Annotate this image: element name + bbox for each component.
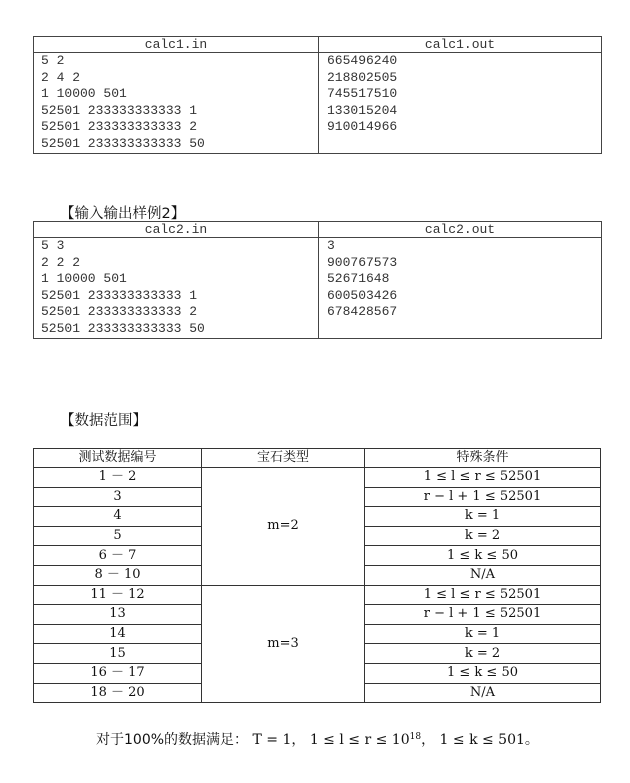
sample2-in-line: 1 10000 501 xyxy=(41,271,127,287)
sample2-table xyxy=(33,221,602,339)
condition-cell: r − l + 1 ≤ 52501 xyxy=(365,487,601,507)
sample2-out-line: 678428567 xyxy=(327,304,398,320)
sample2-in-line: 52501 233333333333 1 xyxy=(41,287,198,303)
test-id-cell: 16 － 17 xyxy=(34,663,202,683)
condition-cell: k = 2 xyxy=(365,526,601,546)
sample2-output-cell xyxy=(319,238,602,339)
test-id-cell: 14 xyxy=(34,624,202,644)
condition-cell: 1 ≤ l ≤ r ≤ 52501 xyxy=(365,468,601,488)
condition-cell: k = 1 xyxy=(365,624,601,644)
footer-prefix: 对于100%的数据满足： xyxy=(96,732,249,748)
sample1-out-header: calc1.out xyxy=(319,37,602,53)
sample2-out-line: 600503426 xyxy=(327,287,398,303)
gem-type-cell: m=2 xyxy=(202,468,365,586)
sample1-output-cell xyxy=(319,53,602,154)
table-row xyxy=(34,585,601,605)
sample2-out-line: 52671648 xyxy=(327,271,390,287)
condition-cell: N/A xyxy=(365,683,601,703)
test-id-cell: 5 xyxy=(34,526,202,546)
sample1-in-line: 52501 233333333333 1 xyxy=(41,102,198,118)
sample2-out-line: 3 xyxy=(327,238,335,253)
sample2-in-line: 52501 233333333333 50 xyxy=(41,320,205,336)
condition-cell: r − l + 1 ≤ 52501 xyxy=(365,605,601,625)
sample1-table xyxy=(33,36,602,154)
gem-type-cell: m=3 xyxy=(202,585,365,703)
data-range-table xyxy=(33,448,601,703)
test-id-cell: 18 － 20 xyxy=(34,683,202,703)
sample2-in-line: 2 2 2 xyxy=(41,254,81,270)
footer-separator: ， xyxy=(421,732,436,748)
footer-range-part: 1 ≤ l ≤ r ≤ 10 xyxy=(309,732,410,748)
sample2-input-cell xyxy=(34,238,319,339)
footer-k-part: 1 ≤ k ≤ 501。 xyxy=(439,732,539,748)
test-id-cell: 6 － 7 xyxy=(34,546,202,566)
constraint-footer xyxy=(96,729,539,749)
sample1-in-line: 5 2 xyxy=(41,53,65,68)
header-special-condition: 特殊条件 xyxy=(365,449,601,468)
test-id-cell: 3 xyxy=(34,487,202,507)
condition-cell: 1 ≤ k ≤ 50 xyxy=(365,546,601,566)
condition-cell: 1 ≤ k ≤ 50 xyxy=(365,663,601,683)
sample2-out-line: 900767573 xyxy=(327,254,398,270)
table-row xyxy=(34,468,601,488)
sample2-in-line: 5 3 xyxy=(41,238,65,253)
test-id-cell: 1 － 2 xyxy=(34,468,202,488)
sample1-in-line: 52501 233333333333 2 xyxy=(41,119,198,135)
condition-cell: k = 1 xyxy=(365,507,601,527)
condition-cell: k = 2 xyxy=(365,644,601,664)
test-id-cell: 4 xyxy=(34,507,202,527)
sample1-out-line: 133015204 xyxy=(327,102,398,118)
sample2-heading: 【输入输出样例2】 xyxy=(60,206,186,222)
footer-t-part: T = 1， xyxy=(252,732,306,748)
table-header-row xyxy=(34,449,601,468)
condition-cell: N/A xyxy=(365,565,601,585)
test-id-cell: 15 xyxy=(34,644,202,664)
header-test-id: 测试数据编号 xyxy=(34,449,202,468)
sample1-out-line: 218802505 xyxy=(327,69,398,85)
sample1-out-line: 910014966 xyxy=(327,119,398,135)
footer-exponent: 18 xyxy=(409,732,422,742)
sample2-in-header: calc2.in xyxy=(34,222,319,238)
data-range-heading: 【数据范围】 xyxy=(60,413,147,429)
test-id-cell: 13 xyxy=(34,605,202,625)
sample1-in-line: 2 4 2 xyxy=(41,69,81,85)
sample2-in-line: 52501 233333333333 2 xyxy=(41,304,198,320)
condition-cell: 1 ≤ l ≤ r ≤ 52501 xyxy=(365,585,601,605)
sample1-input-cell xyxy=(34,53,319,154)
sample1-out-line: 745517510 xyxy=(327,86,398,102)
test-id-cell: 8 － 10 xyxy=(34,565,202,585)
sample1-in-line: 1 10000 501 xyxy=(41,86,127,102)
header-gem-type: 宝石类型 xyxy=(202,449,365,468)
sample1-in-header: calc1.in xyxy=(34,37,319,53)
test-id-cell: 11 － 12 xyxy=(34,585,202,605)
sample2-out-header: calc2.out xyxy=(319,222,602,238)
sample1-out-line: 665496240 xyxy=(327,53,398,68)
sample1-in-line: 52501 233333333333 50 xyxy=(41,135,205,151)
